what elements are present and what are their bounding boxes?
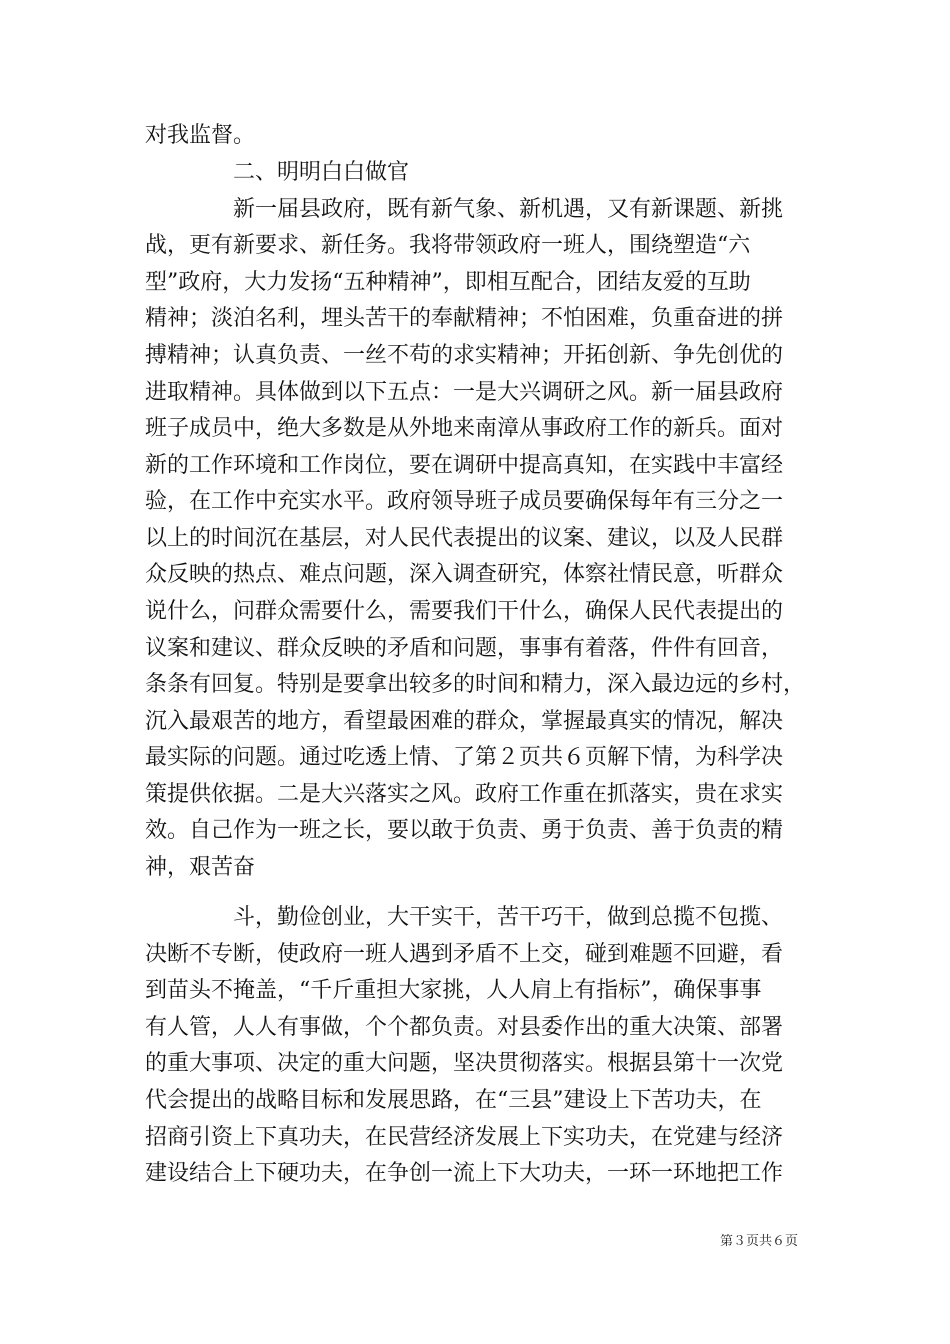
text-line: 最实际的问题。通过吃透上情、了第２页共６页解下情，为科学决 [145, 745, 784, 770]
text-line: 议案和建议、群众反映的矛盾和问题，事事有着落，件件有回音， [145, 636, 784, 661]
text-line: 代会提出的战略目标和发展思路，在“三县”建设上下苦功夫，在 [145, 1088, 762, 1113]
text-line: 验，在工作中充实水平。政府领导班子成员要确保每年有三分之一 [145, 489, 784, 514]
text-line: 策提供依据。二是大兴落实之风。政府工作重在抓落实，贵在求实 [145, 782, 784, 807]
text-line: 以上的时间沉在基层，对人民代表提出的议案、建议，以及人民群 [145, 526, 784, 551]
text-line: 有人管，人人有事做，个个都负责。对县委作出的重大决策、部署 [145, 1015, 784, 1040]
text-line: 条条有回复。特别是要拿出较多的时间和精力，深入最边远的乡村， [145, 672, 806, 697]
text-line: 众反映的热点、难点问题，深入调查研究，体察社情民意，听群众 [145, 562, 784, 587]
text-line: 建设结合上下硬功夫，在争创一流上下大功夫，一环一环地把工作 [145, 1161, 784, 1186]
text-line: 搏精神；认真负责、一丝不苟的求实精神；开拓创新、争先创优的 [145, 343, 784, 368]
text-line: 精神；淡泊名利，埋头苦干的奉献精神；不怕困难，负重奋进的拼 [145, 306, 784, 331]
text-line: 决断不专断，使政府一班人遇到矛盾不上交，碰到难题不回避，看 [145, 942, 784, 967]
text-line: 效。自己作为一班之长，要以敢于负责、勇于负责、善于负责的精 [145, 818, 784, 843]
text-line: 神，艰苦奋 [145, 855, 256, 880]
text-line: 对我监督。 [145, 123, 256, 148]
text-line: 新的工作环境和工作岗位，要在调研中提高真知，在实践中丰富经 [145, 453, 784, 478]
text-line: 班子成员中，绝大多数是从外地来南漳从事政府工作的新兵。面对 [145, 416, 784, 441]
text-line: 说什么，问群众需要什么，需要我们干什么，确保人民代表提出的 [145, 599, 784, 624]
text-line: 招商引资上下真功夫，在民营经济发展上下实功夫，在党建与经济 [145, 1125, 784, 1150]
text-line: 进取精神。具体做到以下五点：一是大兴调研之风。新一届县政府 [145, 380, 784, 405]
text-line: 斗，勤俭创业，大干实干，苦干巧干，做到总揽不包揽、 [145, 905, 784, 930]
section-heading: 二、明明白白做官 [145, 160, 410, 185]
text-line: 沉入最艰苦的地方，看望最困难的群众，掌握最真实的情况，解决 [145, 709, 784, 734]
text-line: 型”政府，大力发扬“五种精神”，即相互配合，团结友爱的互助 [145, 270, 751, 295]
text-line: 的重大事项、决定的重大问题，坚决贯彻落实。根据县第十一次党 [145, 1051, 784, 1076]
text-line: 新一届县政府，既有新气象、新机遇，又有新课题、新挑 [145, 197, 784, 222]
text-line: 战，更有新要求、新任务。我将带领政府一班人，围绕塑造“六 [145, 233, 751, 258]
text-line: 到苗头不掩盖，“千斤重担大家挑，人人肩上有指标”，确保事事 [145, 978, 762, 1003]
page-number: 第３页共６页 [720, 1234, 799, 1249]
